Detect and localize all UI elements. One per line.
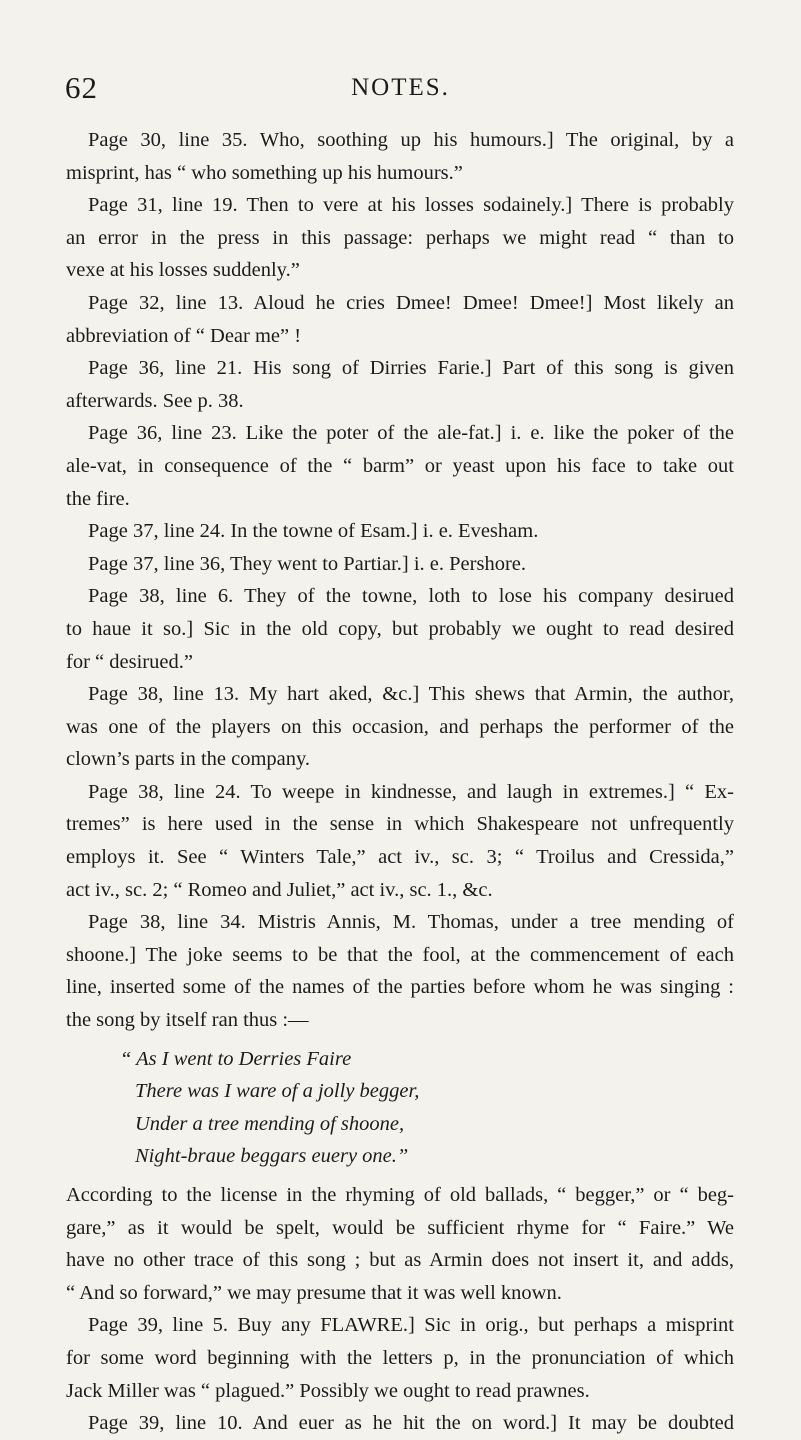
verse-line: “ As I went to Derries Faire <box>120 1047 352 1070</box>
verse-block <box>66 1043 734 1173</box>
page-number: 62 <box>65 70 98 105</box>
text-line: Page 38, line 34. Mistris Annis, M. Thomas, under a tree mending of <box>88 911 734 934</box>
verse-line: Night-braue beggars euery one.” <box>135 1145 409 1168</box>
text-line: clown’s parts in the company. <box>66 748 311 771</box>
text-line: for some word beginning with the letters p, in the pronunciation of which <box>66 1346 734 1369</box>
notes-section-continued <box>66 1179 734 1440</box>
text-line: Page 36, line 23. Like the poter of the ale-fat.] i. e. like the poker of the <box>88 422 734 445</box>
running-header <box>0 70 801 110</box>
text-line: Page 38, line 13. My hart aked, &c.] This shews that Armin, the author, <box>88 683 734 706</box>
text-line: an error in the press in this passage: perhaps we might read “ than to <box>66 226 734 249</box>
text-line: Page 30, line 35. Who, soothing up his humours.] The original, by a <box>88 129 734 151</box>
text-line: Page 39, line 5. Buy any FLAWRE.] Sic in orig., but perhaps a misprint <box>88 1314 734 1337</box>
text-line: Page 32, line 13. Aloud he cries Dmee! Dmee! Dmee!] Most likely an <box>88 291 734 314</box>
text-line: employs it. See “ Winters Tale,” act iv., sc. 3; “ Troilus and Cressida,” <box>66 846 734 869</box>
text-line: According to the license in the rhyming of old ballads, “ begger,” or “ beg- <box>66 1184 734 1206</box>
text-line: for “ desirued.” <box>66 650 193 673</box>
text-line: afterwards. See p. 38. <box>66 389 244 412</box>
text-line: line, inserted some of the names of the parties before whom he was singing : <box>66 976 734 999</box>
text-line: gare,” as it would be spelt, would be sufficient rhyme for “ Faire.” We <box>66 1216 734 1239</box>
text-line: shoone.] The joke seems to be that the fool, at the commencement of each <box>66 943 734 966</box>
verse-line: There was I ware of a jolly begger, <box>135 1080 420 1103</box>
text-line: Jack Miller was “ plagued.” Possibly we ought to read prawnes. <box>66 1379 590 1402</box>
text-line: Page 37, line 36, They went to Partiar.] i. e. Pershore. <box>88 552 526 575</box>
text-line: abbreviation of “ Dear me” ! <box>66 324 302 347</box>
text-line: have no other trace of this song ; but as Armin does not insert it, and adds, <box>66 1249 734 1272</box>
text-line: act iv., sc. 2; “ Romeo and Juliet,” act iv., sc. 1., &c. <box>66 878 493 901</box>
text-line: to haue it so.] Sic in the old copy, but probably we ought to read desired <box>66 617 734 640</box>
text-line: ale-vat, in consequence of the “ barm” or yeast upon his face to take out <box>66 454 734 477</box>
text-line: Page 38, line 24. To weepe in kindnesse, and laugh in extremes.] “ Ex- <box>88 780 734 803</box>
text-line: Page 37, line 24. In the towne of Esam.] i. e. Evesham. <box>88 520 539 543</box>
text-line: misprint, has “ who something up his humours.” <box>66 161 463 184</box>
text-line: the song by itself ran thus :— <box>66 1009 309 1032</box>
text-line: Page 36, line 21. His song of Dirries Farie.] Part of this song is given <box>88 357 734 380</box>
page-title: NOTES. <box>351 74 450 101</box>
text-line: tremes” is here used in the sense in which Shakespeare not unfrequently <box>66 813 734 836</box>
text-line: was one of the players on this occasion, and perhaps the performer of the <box>66 715 734 738</box>
verse-line: Under a tree mending of shoone, <box>135 1112 405 1135</box>
text-line: Page 31, line 19. Then to vere at his losses sodainely.] There is probably <box>88 194 734 217</box>
notes-section <box>66 124 734 1037</box>
text-line: the fire. <box>66 487 130 510</box>
text-line: Page 39, line 10. And euer as he hit the on word.] It may be doubted <box>88 1412 734 1435</box>
notes-body <box>66 124 734 1440</box>
text-line: “ And so forward,” we may presume that it was well known. <box>66 1281 562 1304</box>
text-line: vexe at his losses suddenly.” <box>66 259 300 282</box>
text-line: Page 38, line 6. They of the towne, loth to lose his company desirued <box>88 585 734 608</box>
